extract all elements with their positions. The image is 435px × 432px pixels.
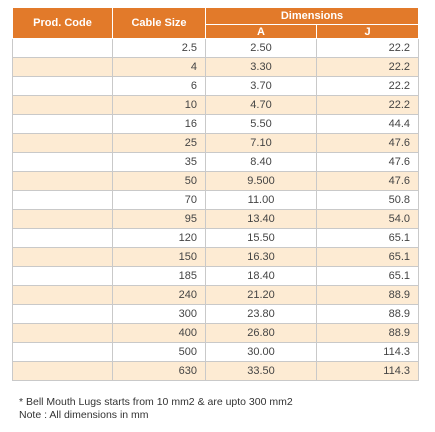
cell-prod-code <box>13 153 113 172</box>
cell-cable-size: 95 <box>113 210 206 229</box>
table-body <box>13 39 419 381</box>
cell-dim-j: 54.0 <box>317 210 419 229</box>
table-row <box>13 134 419 153</box>
table-row <box>13 191 419 210</box>
cell-cable-size: 2.5 <box>113 39 206 58</box>
table-row <box>13 343 419 362</box>
note-bell-mouth: * Bell Mouth Lugs starts from 10 mm2 & are upto 300 mm2 <box>19 396 293 408</box>
cell-dim-j: 88.9 <box>317 286 419 305</box>
note-dimensions-unit: Note : All dimensions in mm <box>19 409 149 421</box>
cell-dim-a: 23.80 <box>206 305 317 324</box>
header-prod-code: Prod. Code <box>13 8 113 39</box>
cell-cable-size: 70 <box>113 191 206 210</box>
cell-dim-a: 21.20 <box>206 286 317 305</box>
cell-cable-size: 150 <box>113 248 206 267</box>
table-row <box>13 39 419 58</box>
table-row <box>13 305 419 324</box>
table-row <box>13 153 419 172</box>
cell-dim-a: 11.00 <box>206 191 317 210</box>
table-row <box>13 286 419 305</box>
cell-prod-code <box>13 267 113 286</box>
cell-cable-size: 10 <box>113 96 206 115</box>
cell-dim-j: 22.2 <box>317 39 419 58</box>
cell-dim-j: 22.2 <box>317 96 419 115</box>
cell-dim-j: 47.6 <box>317 134 419 153</box>
cell-dim-a: 9.500 <box>206 172 317 191</box>
cell-dim-a: 30.00 <box>206 343 317 362</box>
cell-dim-j: 47.6 <box>317 153 419 172</box>
table-row <box>13 229 419 248</box>
table-row <box>13 267 419 286</box>
table-row <box>13 362 419 381</box>
cell-dim-a: 3.70 <box>206 77 317 96</box>
cell-cable-size: 25 <box>113 134 206 153</box>
cell-cable-size: 500 <box>113 343 206 362</box>
cell-prod-code <box>13 248 113 267</box>
header-col-j: J <box>317 25 419 39</box>
table-row <box>13 324 419 343</box>
dimensions-table-container <box>12 7 418 381</box>
cell-dim-a: 3.30 <box>206 58 317 77</box>
cell-dim-j: 65.1 <box>317 248 419 267</box>
table-row <box>13 58 419 77</box>
cell-dim-j: 88.9 <box>317 324 419 343</box>
cell-cable-size: 16 <box>113 115 206 134</box>
header-cable-size: Cable Size <box>113 8 206 39</box>
cell-prod-code <box>13 305 113 324</box>
cell-dim-a: 26.80 <box>206 324 317 343</box>
cell-dim-j: 22.2 <box>317 58 419 77</box>
cell-prod-code <box>13 210 113 229</box>
cell-prod-code <box>13 229 113 248</box>
cell-prod-code <box>13 191 113 210</box>
cell-cable-size: 50 <box>113 172 206 191</box>
table-row <box>13 210 419 229</box>
cell-cable-size: 400 <box>113 324 206 343</box>
cell-dim-j: 22.2 <box>317 77 419 96</box>
cell-dim-a: 2.50 <box>206 39 317 58</box>
cell-dim-j: 88.9 <box>317 305 419 324</box>
cell-dim-a: 18.40 <box>206 267 317 286</box>
cell-dim-j: 47.6 <box>317 172 419 191</box>
table-row <box>13 115 419 134</box>
table-row <box>13 248 419 267</box>
cell-dim-a: 5.50 <box>206 115 317 134</box>
cell-dim-a: 15.50 <box>206 229 317 248</box>
cell-prod-code <box>13 286 113 305</box>
cell-prod-code <box>13 96 113 115</box>
table-row <box>13 172 419 191</box>
cell-cable-size: 240 <box>113 286 206 305</box>
cell-dim-j: 65.1 <box>317 267 419 286</box>
table-row <box>13 77 419 96</box>
cell-cable-size: 4 <box>113 58 206 77</box>
cell-cable-size: 120 <box>113 229 206 248</box>
cell-dim-a: 16.30 <box>206 248 317 267</box>
cell-prod-code <box>13 77 113 96</box>
cell-prod-code <box>13 115 113 134</box>
cell-dim-a: 33.50 <box>206 362 317 381</box>
notes <box>19 396 293 422</box>
cell-dim-a: 7.10 <box>206 134 317 153</box>
cell-prod-code <box>13 343 113 362</box>
cell-prod-code <box>13 39 113 58</box>
cell-prod-code <box>13 362 113 381</box>
cell-cable-size: 300 <box>113 305 206 324</box>
cell-dim-j: 114.3 <box>317 343 419 362</box>
cell-prod-code <box>13 324 113 343</box>
cell-dim-j: 114.3 <box>317 362 419 381</box>
cell-prod-code <box>13 172 113 191</box>
table-row <box>13 96 419 115</box>
cell-dim-j: 50.8 <box>317 191 419 210</box>
dimensions-table <box>12 7 419 381</box>
cell-dim-j: 65.1 <box>317 229 419 248</box>
cell-dim-a: 13.40 <box>206 210 317 229</box>
cell-dim-a: 8.40 <box>206 153 317 172</box>
cell-prod-code <box>13 134 113 153</box>
cell-cable-size: 185 <box>113 267 206 286</box>
header-col-a: A <box>206 25 317 39</box>
header-dimensions: Dimensions <box>206 8 419 25</box>
cell-cable-size: 630 <box>113 362 206 381</box>
cell-prod-code <box>13 58 113 77</box>
cell-dim-a: 4.70 <box>206 96 317 115</box>
cell-cable-size: 35 <box>113 153 206 172</box>
cell-cable-size: 6 <box>113 77 206 96</box>
cell-dim-j: 44.4 <box>317 115 419 134</box>
